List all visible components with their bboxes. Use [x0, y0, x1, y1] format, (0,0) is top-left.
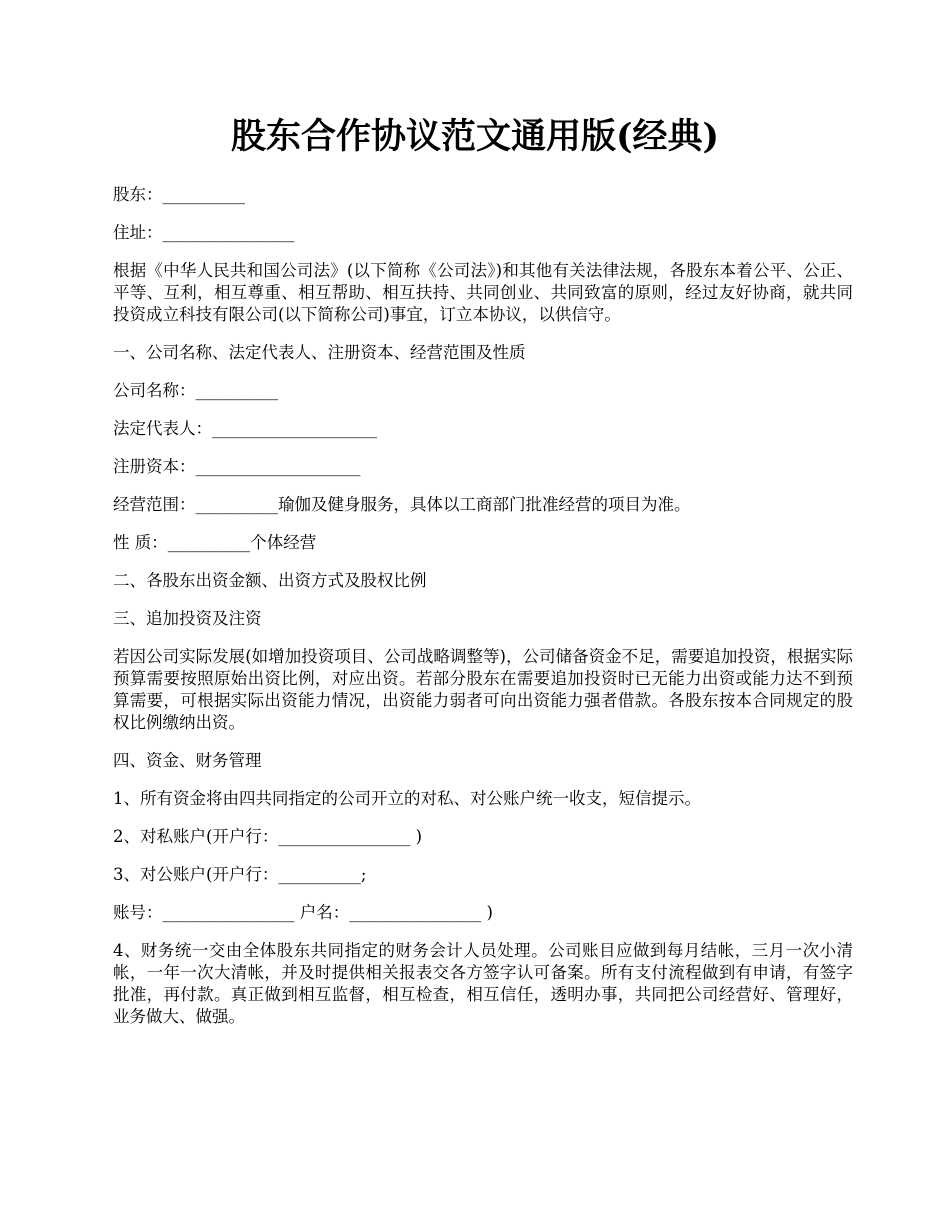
shareholder-line: 股东：__________: [113, 185, 245, 204]
finance-item-4: 4、财务统一交由全体股东共同指定的财务会计人员处理。公司账目应做到每月结帐，三月一次小清帐，一年一次大清帐，并及时提供相关报表交各方签字认可备案。所有支付流程做到有申请，有签字批准，再付款。真正做到相互监督，相互检查，相互信任，透明办事，共同把公司经营好、管理好，业务做大、做强。: [113, 941, 853, 1026]
finance-item-2: 2、对私账户(开户行：________________ ): [113, 827, 423, 846]
finance-item-1: 1、所有资金将由四共同指定的公司开立的对私、对公账户统一收支，短信提示。: [113, 789, 701, 808]
business-scope-line: 经营范围：__________瑜伽及健身服务，具体以工商部门批准经营的项目为准。: [113, 495, 691, 514]
account-number-line: 账号：________________ 户名：________________ ): [113, 903, 493, 922]
nature-line: 性 质：__________个体经营: [113, 533, 317, 552]
section-heading-4: 四、资金、财务管理: [113, 751, 262, 770]
section-heading-1: 一、公司名称、法定代表人、注册资本、经营范围及性质: [113, 343, 526, 362]
section-heading-2: 二、各股东出资金额、出资方式及股权比例: [113, 571, 427, 590]
document-body: [113, 184, 853, 1044]
company-name-line: 公司名称：__________: [113, 381, 278, 400]
preamble-paragraph: 根据《中华人民共和国公司法》(以下简称《公司法》)和其他有关法律法规，各股东本着公平、公正、平等、互利，相互尊重、相互帮助、相互扶持、共同创业、共同致富的原则，经过友好协商，就共同投资成立科技有限公司(以下简称公司)事宜，订立本协议，以供信守。: [113, 261, 853, 324]
additional-investment-paragraph: 若因公司实际发展(如增加投资项目、公司战略调整等)，公司储备资金不足，需要追加投资，根据实际预算需要按照原始出资比例，对应出资。若部分股东在需要追加投资时已无能力出资或能力达不到预算需要，可根据实际出资能力情况，出资能力弱者可向出资能力强者借款。各股东按本合同规定的股权比例缴纳出资。: [113, 647, 853, 732]
legal-representative-line: 法定代表人：____________________: [113, 419, 377, 438]
registered-capital-line: 注册资本：____________________: [113, 457, 361, 476]
address-line: 住址：________________: [113, 223, 295, 242]
document-title: 股东合作协议范文通用版(经典): [230, 116, 720, 157]
section-heading-3: 三、追加投资及注资: [113, 609, 262, 628]
finance-item-3: 3、对公账户(开户行：__________;: [113, 865, 367, 884]
